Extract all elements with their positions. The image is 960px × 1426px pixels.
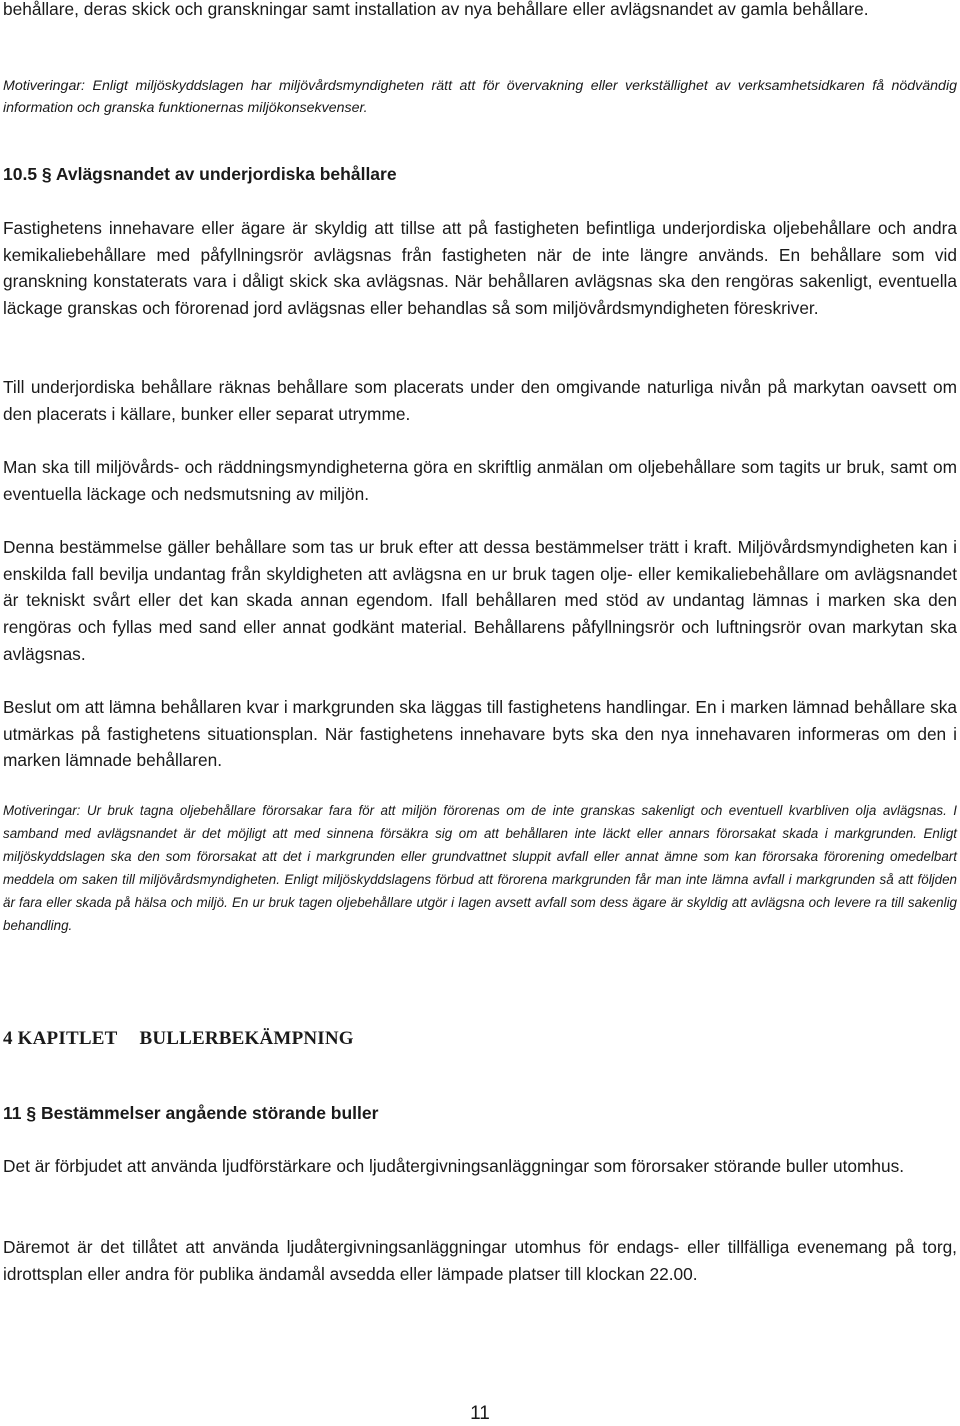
chapter-heading: [3, 1027, 957, 1051]
top-fragment: behållare, deras skick och granskningar samt installation av nya behållare eller avlägsnandet av gamla behållare.: [3, 0, 869, 19]
section-10-5-motivation: Motiveringar: Ur bruk tagna oljebehållare förorsakar fara för att miljön förorenas om de inte granskas sakenligt och eventuell kvarbliven olja avlägsnas. I samband med avlägsnandet är det möjligt att med sinnena försäkra sig om att behållaren inte läckt eller annars förorsakat skada i markgrunden. Enligt miljöskyddslagen ska den som förorsakat att det i markgrunden eller grundvattnet sluppit avfall eller annat ämne som kan förorsaka förorening omedelbart meddela om saken till miljövårdsmyndigheten. Enligt miljöskyddslagens förbud att förorena markgrunden får man inte lämna avfall i markgrunden så att följden är fara eller skada på hälsa och miljö. En ur bruk tagen oljebehållare utgör i lagen avsett avfall som dess ägare är skyldig att avlägsna och levere ra till sakenlig behandling.: [3, 803, 957, 933]
section-10-5-paragraph-1: Fastighetens innehavare eller ägare är skyldig att tillse att på fastigheten befintliga underjordiska oljebehållare och andra kemikaliebehållare med påfyllningsrör avlägsnas från fastigheten när de inte längre används. En behållare som vid granskning konstaterats vara i dåligt skick ska avlägsnas. När behållaren avlägsnas ska den rengöras sakenligt, eventuella läckage granskas och förorenad jord avlägsnas eller behandlas så som miljövårdsmyndigheten föreskriver.: [3, 218, 957, 319]
chapter-number: 4 KAPITLET: [3, 1028, 118, 1049]
page-number: 11: [470, 1403, 490, 1424]
section-10-5-paragraph-5: Beslut om att lämna behållaren kvar i markgrunden ska läggas till fastighetens handlingar. En i marken lämnad behållare ska utmärkas på fastighetens situationsplan. När fastighetens innehavare byts ska den nya innehavaren informeras om den i marken lämnade behållaren.: [3, 697, 957, 771]
motivation-paragraph: Motiveringar: Enligt miljöskyddslagen har miljövårdsmyndigheten rätt att för övervakning eller verkställighet av verksamhetsidkaren få nödvändig information och granska funktionernas miljökonsekvenser.: [3, 78, 957, 117]
section-10-5-paragraph-3: Man ska till miljövårds- och räddningsmyndigheterna göra en skriftlig anmälan om oljebehållare som tagits ur bruk, samt om eventuella läckage och nedsmutsning av miljön.: [3, 457, 957, 504]
section-10-5-paragraph-4: Denna bestämmelse gäller behållare som tas ur bruk efter att dessa bestämmelser trätt i kraft. Miljövårdsmyndigheten kan i enskilda fall bevilja undantag från skyldigheten att avlägsna en ur bruk tagen olje- eller kemikaliebehållare om avlägsnandet är tekniskt svårt eller det kan skada annan egendom. Ifall behållaren med stöd av undantag lämnas i marken ska den rengöras och fyllas med sand eller annat godkänt material. Behållarens påfyllningsrör och luftningsrör ovan markytan ska avlägsnas.: [3, 537, 957, 664]
section-heading-11: 11 § Bestämmelser angående störande buller: [3, 1103, 379, 1123]
chapter-title: BULLERBEKÄMPNING: [139, 1028, 354, 1049]
section-11-paragraph-2: Däremot är det tillåtet att använda ljudåtergivningsanläggningar utomhus för endags- eller tillfälliga evenemang på torg, idrottsplan eller andra för publika ändamål avsedda eller lämpade platser till klockan 22.00.: [3, 1237, 957, 1284]
section-11-paragraph-1: Det är förbjudet att använda ljudförstärkare och ljudåtergivningsanläggningar som förorsaker störande buller utomhus.: [3, 1156, 905, 1176]
section-heading-10-5: 10.5 § Avlägsnandet av underjordiska behållare: [3, 164, 397, 184]
section-10-5-paragraph-2: Till underjordiska behållare räknas behållare som placerats under den omgivande naturliga nivån på markytan oavsett om den placerats i källare, bunker eller separat utrymme.: [3, 377, 957, 424]
